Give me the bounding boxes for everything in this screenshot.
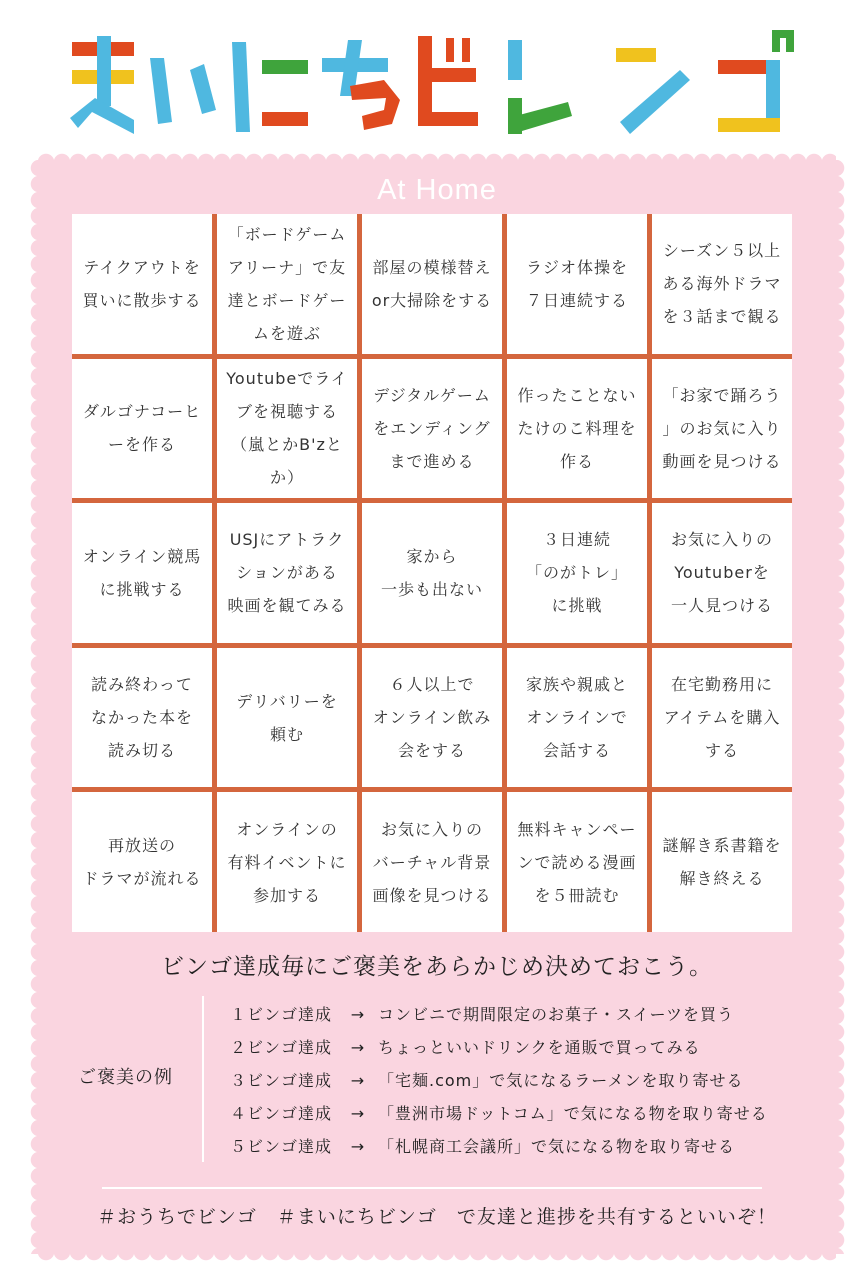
arrow-right-icon: →: [350, 1104, 366, 1123]
bingo-cell[interactable]: 無料キャンペー ンで読める漫画 を５冊読む: [507, 792, 647, 932]
bingo-cell[interactable]: 在宅勤務用に アイテムを購入 する: [652, 648, 792, 788]
bingo-cell[interactable]: 「ボードゲーム アリーナ」で友 達とボードゲー ムを遊ぶ: [217, 214, 357, 354]
bingo-cell[interactable]: 読み終わって なかった本を 読み切る: [72, 648, 212, 788]
bingo-cell[interactable]: オンラインの 有料イベントに 参加する: [217, 792, 357, 932]
bingo-cell[interactable]: 部屋の模様替え or大掃除をする: [362, 214, 502, 354]
bingo-cell[interactable]: お気に入りの Youtuberを 一人見つける: [652, 503, 792, 643]
bingo-cell[interactable]: 家族や親戚と オンラインで 会話する: [507, 648, 647, 788]
bingo-cell[interactable]: テイクアウトを 買いに散歩する: [72, 214, 212, 354]
bingo-cell[interactable]: シーズン５以上 ある海外ドラマ を３話まで観る: [652, 214, 792, 354]
logo-char-ni: [232, 42, 308, 132]
logo-char-go: [718, 30, 794, 132]
reward-item: [230, 1064, 768, 1097]
reward-item: [230, 1130, 768, 1163]
logo-char-n2: [616, 48, 690, 134]
reward-heading: ビンゴ達成毎にご褒美をあらかじめ決めておこう。: [161, 954, 713, 980]
arrow-right-icon: →: [350, 1137, 366, 1156]
reward-text: コンビニで期間限定のお菓子・スイーツを買う: [378, 1005, 735, 1024]
bingo-cell[interactable]: 再放送の ドラマが流れる: [72, 792, 212, 932]
reward-text: 「札幌商工会議所」で気になる物を取り寄せる: [378, 1137, 736, 1156]
bingo-cell[interactable]: ラジオ体操を ７日連続する: [507, 214, 647, 354]
reward-level: ４ビンゴ達成: [230, 1104, 333, 1123]
card-scallop-bottom: [38, 1252, 836, 1264]
logo-char-n1: [508, 40, 572, 134]
bingo-cell[interactable]: 「お家で踊ろう 」のお気に入り 動画を見つける: [652, 359, 792, 499]
reward-divider: [202, 996, 204, 1162]
arrow-right-icon: →: [350, 1071, 366, 1090]
bingo-cell[interactable]: オンライン競馬 に挑戦する: [72, 503, 212, 643]
logo-char-chi: [322, 40, 400, 130]
reward-level: １ビンゴ達成: [230, 1005, 333, 1024]
reward-level: ３ビンゴ達成: [230, 1071, 333, 1090]
logo-char-bi: [418, 36, 478, 126]
bingo-cell[interactable]: Youtubeでライ ブを視聴する （嵐とかB'zと か）: [217, 359, 357, 499]
reward-list: [230, 998, 768, 1163]
subtitle: At Home: [377, 174, 497, 206]
bingo-cell[interactable]: デリバリーを 頼む: [217, 648, 357, 788]
bingo-cell[interactable]: ダルゴナコーヒ ーを作る: [72, 359, 212, 499]
footer-hashtags: ＃おうちでビンゴ ＃まいにちビンゴ で友達と進捗を共有するといいぞ！: [97, 1206, 777, 1228]
bingo-cell[interactable]: ６人以上で オンライン飲み 会をする: [362, 648, 502, 788]
reward-level: ５ビンゴ達成: [230, 1137, 333, 1156]
bingo-cell[interactable]: 作ったことない たけのこ料理を 作る: [507, 359, 647, 499]
card-scallop-right: [836, 160, 848, 1254]
logo-char-i: [150, 58, 216, 124]
reward-item: [230, 1097, 768, 1130]
bingo-cell[interactable]: デジタルゲーム をエンディング まで進める: [362, 359, 502, 499]
bingo-grid: [72, 214, 792, 932]
footer-divider: [102, 1187, 762, 1189]
reward-label: ご褒美の例: [78, 1067, 173, 1088]
logo-char-ma: [70, 36, 134, 134]
reward-text: 「宅麺.com」で気になるラーメンを取り寄せる: [378, 1071, 744, 1090]
bingo-cell[interactable]: USJにアトラク ションがある 映画を観てみる: [217, 503, 357, 643]
reward-text: ちょっといいドリンクを通販で買ってみる: [378, 1038, 701, 1057]
reward-level: ２ビンゴ達成: [230, 1038, 333, 1057]
reward-text: 「豊洲市場ドットコム」で気になる物を取り寄せる: [378, 1104, 768, 1123]
bingo-cell[interactable]: ３日連続 「のがトレ」 に挑戦: [507, 503, 647, 643]
title-logo: [0, 0, 865, 150]
bingo-cell[interactable]: 家から 一歩も出ない: [362, 503, 502, 643]
bingo-cell[interactable]: 謎解き系書籍を 解き終える: [652, 792, 792, 932]
bingo-cell[interactable]: お気に入りの バーチャル背景 画像を見つける: [362, 792, 502, 932]
reward-item: [230, 1031, 768, 1064]
reward-item: [230, 998, 768, 1031]
arrow-right-icon: →: [350, 1005, 366, 1024]
arrow-right-icon: →: [350, 1038, 366, 1057]
